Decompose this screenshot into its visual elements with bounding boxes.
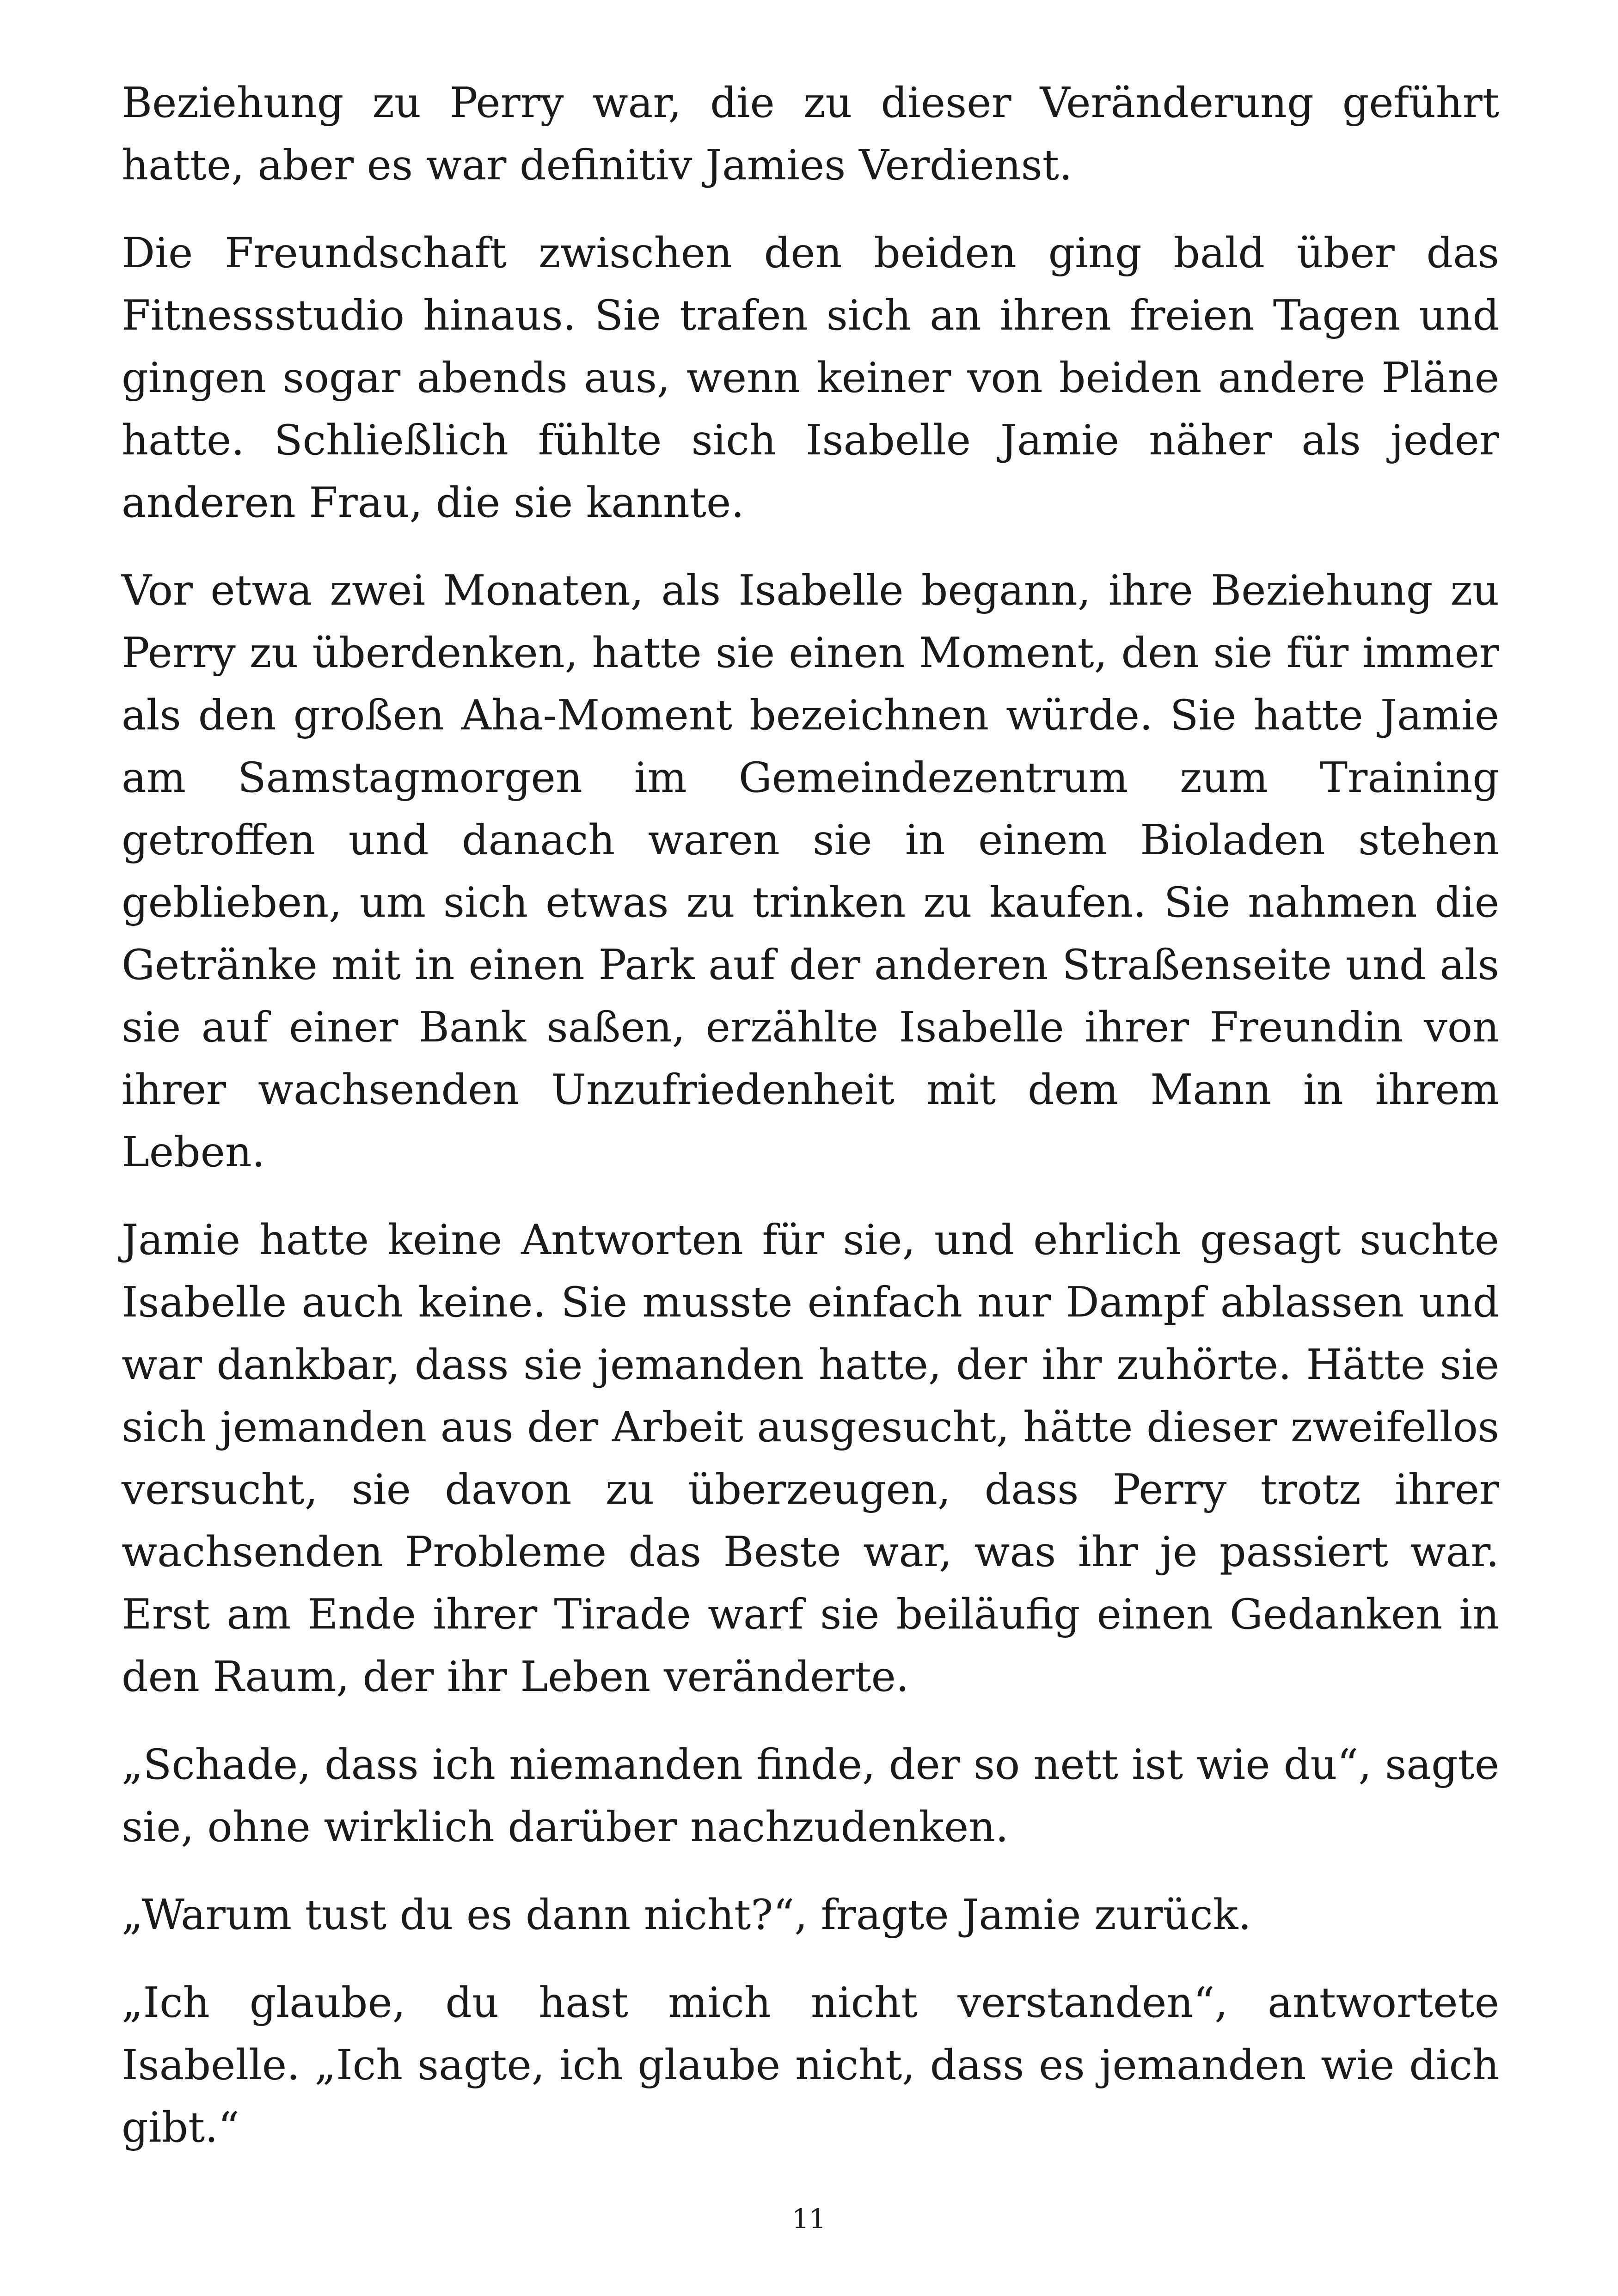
page-body [122,72,1499,2184]
paragraph: Vor etwa zwei Monaten, als Isabelle begann, ihre Beziehung zu Perry zu überdenken, hatte sie einen Moment, den sie für immer als den großen Aha-Moment bezeichnen würde. Sie hatte Jamie am Samstagmorgen im Gemeindezentrum zum Training getroffen und danach waren sie in einem Bioladen stehen geblieben, um sich etwas zu trinken zu kaufen. Sie nahmen die Getränke mit in einen Park auf der anderen Straßenseite und als sie auf einer Bank saßen, erzählte Isabelle ihrer Freundin von ihrer wachsenden Unzufriedenheit mit dem Mann in ihrem Leben. [122,566,1499,1176]
paragraph: Die Freundschaft zwischen den beiden ging bald über das Fitnessstudio hinaus. Sie trafen sich an ihren freien Tagen und gingen sogar abends aus, wenn keiner von beiden andere Pläne hatte. Schließlich fühlte sich Isabelle Jamie näher als jeder anderen Frau, die sie kannte. [122,229,1499,527]
page-number: 11 [792,2203,826,2235]
dialogue-paragraph: „Warum tust du es dann nicht?“, fragte Jamie zurück. [122,1891,1251,1939]
paragraph: Beziehung zu Perry war, die zu dieser Veränderung geführt hatte, aber es war definitiv Jamies Verdienst. [122,79,1499,190]
dialogue-paragraph: „Schade, dass ich niemanden finde, der so nett ist wie du“, sagte sie, ohne wirklich darüber nachzudenken. [122,1740,1499,1851]
dialogue-paragraph: „Ich glaube, du hast mich nicht verstanden“, antwortete Isabelle. „Ich sagte, ich glaube nicht, dass es jemanden wie dich gibt.“ [122,1978,1499,2152]
paragraph: Jamie hatte keine Antworten für sie, und ehrlich gesagt suchte Isabelle auch keine. Sie musste einfach nur Dampf ablassen und war dankbar, dass sie jemanden hatte, der ihr zuhörte. Hätte sie sich jemanden aus der Arbeit ausgesucht, hätte dieser zweifellos versucht, sie davon zu überzeugen, dass Perry trotz ihrer wachsenden Probleme das Beste war, was ihr je passiert war. Erst am Ende ihrer Tirade warf sie beiläufig einen Gedanken in den Raum, der ihr Leben veränderte. [122,1216,1499,1701]
